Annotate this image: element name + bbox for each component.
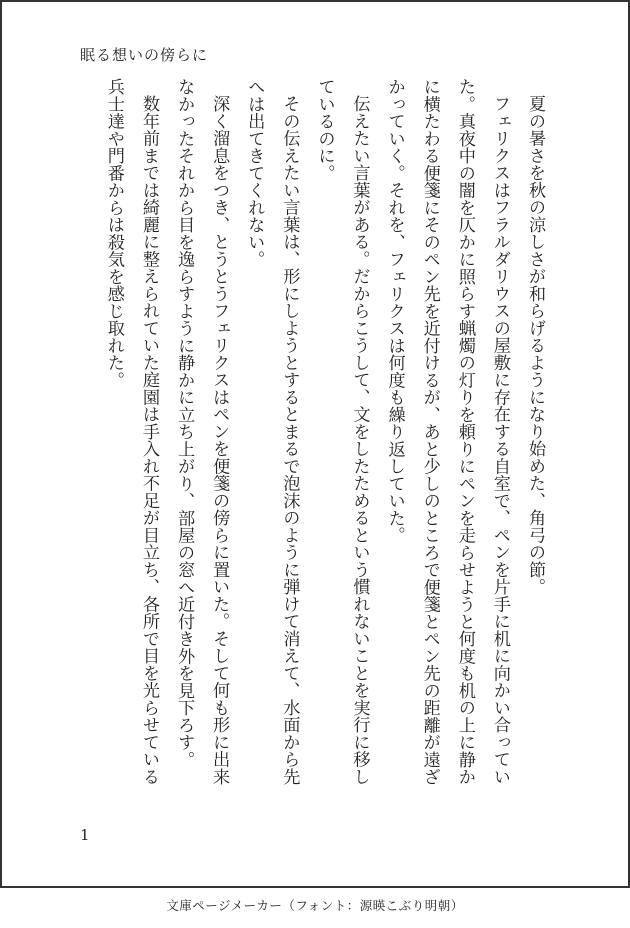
running-header-title: 眠る想いの傍らに bbox=[80, 46, 209, 64]
footer-credit: 文庫ページメーカー（フォント：源暎こぶり明朝） bbox=[166, 898, 464, 913]
page-number: 1 bbox=[80, 826, 90, 844]
paragraph-6: 数年前までは綺麗に整えられていた庭園は手入れ不足が目立ち、各所で目を光らせている兵士達や門番からは殺気を感じ取れた。 bbox=[103, 78, 159, 786]
paragraph-4: その伝えたい言葉は、形にしようとするとまるで泡沫のように弾けて消えて、水面から先へは出てきてくれない。 bbox=[244, 78, 300, 786]
paragraph-2: フェリクスはフラルダリウスの屋敷に存在する自室で、ペンを片手に机に向かい合っていた。真夜中の闇を仄かに照らす蝋燭の灯りを頼りにペンを走らせようと何度も机の上に静かに横たわる便箋にそのペン先を近付けるが、あと少しのところで便箋とペン先の距離が遠ざかっていく。それを、フェリクスは何度も繰り返していた。 bbox=[384, 78, 510, 786]
paragraph-1: 夏の暑さを秋の涼しさが和らげるようになり始めた、角弓の節。 bbox=[525, 95, 545, 596]
paragraph-3: 伝えたい言葉がある。だからこうして、文をしたためるという慣れないことを実行に移しているのに。 bbox=[314, 78, 370, 786]
paragraph-5: 深く溜息をつき、とうとうフェリクスはペンを便箋の傍らに置いた。そして何も形に出来なかったそれから目を逸らすように静かに立ち上がり、部屋の窓へ近付き外を見下ろす。 bbox=[174, 78, 230, 786]
vertical-body-text bbox=[80, 78, 552, 798]
